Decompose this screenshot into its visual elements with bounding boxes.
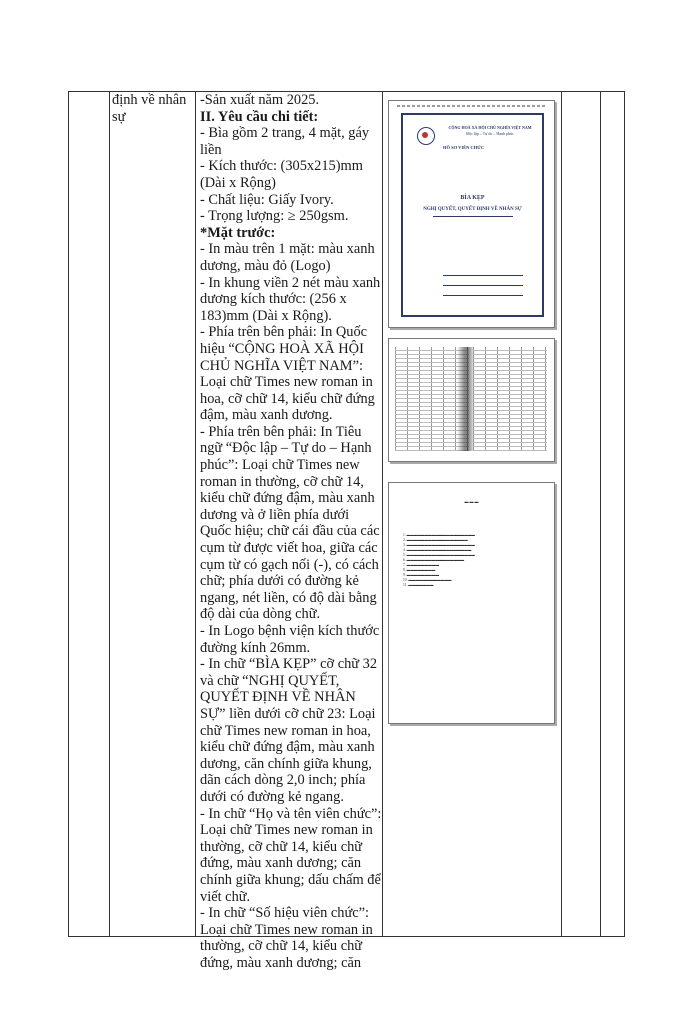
req-line-12: - In chữ “BÌA KẸP” cỡ chữ 32 và chữ “NGHỊ QUYẾT, QUYẾT ĐỊNH VỀ NHÂN SỰ” liền dưới cỡ chữ 23: Loại chữ Times new roman in hoa, kiểu chữ đứng đậm, màu xanh dương, căn chính giữa khung, dãn cách dòng 2,0 inch; phía dưới có đường kẻ ngang. <box>200 656 378 805</box>
toc-title-mark: ▬ ▬ ▬ <box>464 499 479 504</box>
table-col-border-4 <box>382 91 383 936</box>
table-col-border-1 <box>68 91 69 936</box>
toc-item: 10. ▬▬▬▬▬▬▬▬▬▬▬▬ <box>403 578 452 582</box>
toc-item: 1. ▬▬▬▬▬▬▬▬▬▬▬▬▬▬▬▬▬▬▬ <box>403 533 475 537</box>
cover-subtitle: NGHỊ QUYẾT, QUYẾT ĐỊNH VỀ NHÂN SỰ <box>423 207 522 212</box>
cover-sample-image <box>388 100 555 328</box>
ledger-right-page <box>473 347 547 451</box>
cover-field-line-3 <box>443 295 523 296</box>
table-col-border-3 <box>195 91 196 936</box>
table-col-border-6 <box>600 91 601 936</box>
inner-ledger-sample-image <box>388 338 555 462</box>
req-line-8: - In khung viền 2 nét màu xanh dương kích thước: (256 x 183)mm (Dài x Rộng). <box>200 274 381 324</box>
toc-item: 7. ▬▬▬▬▬▬▬▬▬ <box>403 563 439 567</box>
req-line-9: - Phía trên bên phải: In Quốc hiệu “CỘNG HOÀ XÃ HỘI CHỦ NGHĨA VIỆT NAM”: Loại chữ Times new roman in hoa, cỡ chữ 14, kiểu chữ đứng đậm, màu xanh dương. <box>200 324 375 424</box>
toc-item: 9. ▬▬▬▬▬▬▬▬▬ <box>403 573 439 577</box>
req-line-13: - In chữ “Họ và tên viên chức”: Loại chữ Times new roman in thường, cỡ chữ 14, kiểu chữ đứng, màu xanh dương; căn chính giữa khung; dấu chấm để viết chữ. <box>200 805 382 905</box>
req-line-5: - Trọng lượng: ≥ 250gsm. <box>200 208 349 225</box>
cover-title: BÌA KẸP <box>460 195 485 201</box>
req-line-10: - Phía trên bên phải: In Tiêu ngữ “Độc lập – Tự do – Hạnh phúc”: Loại chữ Times new roman in thường, cỡ chữ 14, kiểu chữ đứng đậm, màu xanh dương và ở liền phía dưới Quốc hiệu; chữ cái đầu của các cụm từ được viết hoa, giữa các cụm từ có gạch nối (-), có cách chữ; phía dưới có đường kẻ ngang, nét liền, có độ dài bằng độ dài của dòng chữ. <box>200 423 380 623</box>
toc-sample-image <box>388 482 555 724</box>
cover-top-strip <box>397 105 545 107</box>
req-line-0: -Sản xuất năm 2025. <box>200 92 320 108</box>
req-heading-front: *Mặt trước: <box>200 224 276 241</box>
req-heading-details: II. Yêu cầu chi tiết: <box>200 108 319 125</box>
req-line-4: - Chất liệu: Giấy Ivory. <box>200 191 334 208</box>
ledger-left-page <box>395 347 469 451</box>
cover-field-line-2 <box>443 285 523 286</box>
hospital-logo-icon <box>417 127 435 145</box>
cover-motto: Độc lập – Tự do – Hạnh phúc <box>466 131 514 136</box>
item-name-cell: định về nhân sự <box>112 92 187 125</box>
requirements-cell <box>200 92 382 971</box>
req-line-3: - Kích thước: (305x215)mm (Dài x Rộng) <box>200 158 363 191</box>
req-line-14: - In chữ “Số hiệu viên chức”: Loại chữ Times new roman in thường, cỡ chữ 14, kiểu chữ đứng, màu xanh dương; căn <box>200 905 373 971</box>
toc-item: 5. ▬▬▬▬▬▬▬▬▬▬▬▬▬▬▬▬▬▬▬ <box>403 553 475 557</box>
toc-item: 11. ▬▬▬▬▬▬▬ <box>403 583 434 587</box>
toc-item: 4. ▬▬▬▬▬▬▬▬▬▬▬▬▬▬▬▬▬▬ <box>403 548 472 552</box>
cover-divider <box>433 216 513 217</box>
cover-record-label: HỒ SƠ VIÊN CHỨC <box>443 145 485 150</box>
cover-national-title: CỘNG HOÀ XÃ HỘI CHỦ NGHĨA VIỆT NAM <box>448 125 532 130</box>
toc-item: 8. ▬▬▬▬▬▬▬▬ <box>403 568 436 572</box>
req-line-11: - In Logo bệnh viện kích thước đường kính 26mm. <box>200 623 380 656</box>
req-line-7: - In màu trên 1 mặt: màu xanh dương, màu đỏ (Logo) <box>200 241 375 274</box>
table-col-border-7 <box>624 91 625 936</box>
cover-border-frame <box>401 113 544 317</box>
table-col-border-5 <box>561 91 562 936</box>
cover-field-line-1 <box>443 275 523 276</box>
toc-list <box>403 533 543 588</box>
toc-item: 2. ▬▬▬▬▬▬▬▬▬▬▬▬▬▬▬▬▬ <box>403 538 468 542</box>
table-col-border-2 <box>109 91 110 936</box>
toc-item: 3. ▬▬▬▬▬▬▬▬▬▬▬▬▬▬▬▬▬▬▬ <box>403 543 475 547</box>
req-line-2: - Bìa gồm 2 trang, 4 mặt, gáy liền <box>200 125 370 158</box>
toc-item: 6. ▬▬▬▬▬▬▬▬▬▬▬▬▬▬▬▬ <box>403 558 465 562</box>
